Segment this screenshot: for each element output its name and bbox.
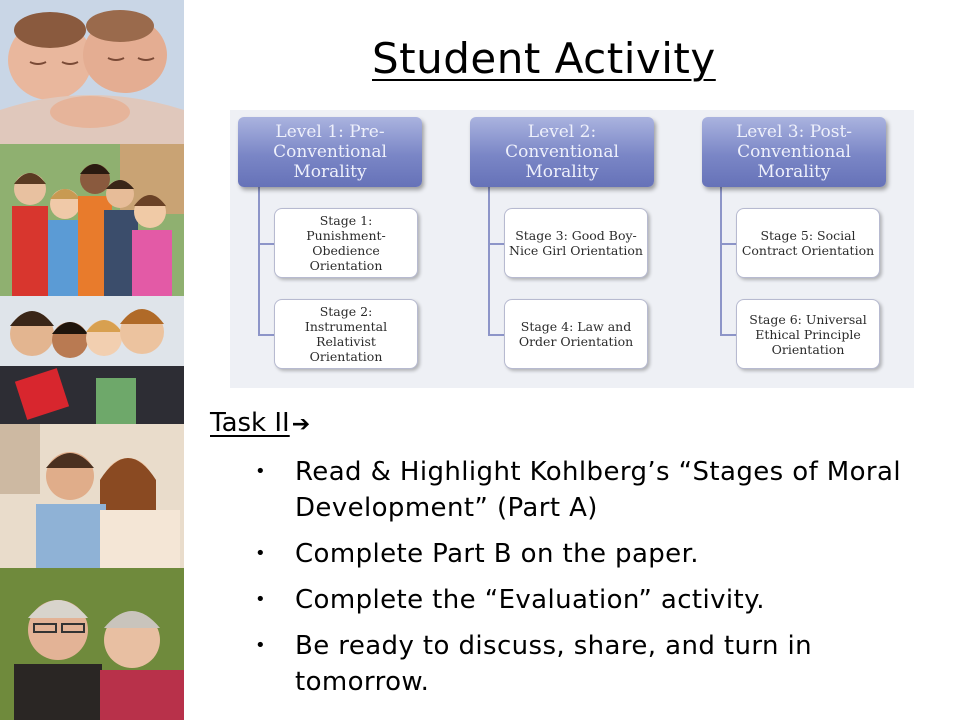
kohlberg-stages-diagram bbox=[230, 110, 914, 388]
teenagers-group-photo bbox=[0, 296, 184, 424]
photo-strip bbox=[0, 0, 184, 720]
stage-4-box: Stage 4: Law and Order Orientation bbox=[504, 299, 648, 369]
list-item bbox=[255, 536, 935, 572]
bullet-text: Read & Highlight Kohlberg’s “Stages of Moral Development” (Part A) bbox=[295, 457, 901, 523]
level-2-box: Level 2: Conventional Morality bbox=[470, 117, 654, 187]
connector-line bbox=[488, 243, 504, 245]
stage-5-box: Stage 5: Social Contract Orientation bbox=[736, 208, 880, 278]
right-arrow-icon: ➔ bbox=[291, 412, 311, 437]
stage-1-box: Stage 1: Punishment-Obedience Orientation bbox=[274, 208, 418, 278]
bullet-text: Be ready to discuss, share, and turn in tomorrow. bbox=[295, 631, 813, 697]
connector-line bbox=[258, 187, 260, 335]
list-item bbox=[255, 582, 935, 618]
bullet-icon: • bbox=[255, 589, 267, 610]
bullet-text: Complete the “Evaluation” activity. bbox=[295, 585, 765, 615]
list-item bbox=[255, 628, 935, 700]
bullet-icon: • bbox=[255, 461, 267, 482]
connector-line bbox=[488, 187, 490, 335]
list-item bbox=[255, 454, 935, 526]
task-label: Task II bbox=[210, 408, 290, 438]
connector-line bbox=[720, 243, 736, 245]
stage-2-box: Stage 2: Instrumental Relativist Orientation bbox=[274, 299, 418, 369]
stage-3-box: Stage 3: Good Boy-Nice Girl Orientation bbox=[504, 208, 648, 278]
elderly-couple-photo bbox=[0, 568, 184, 720]
connector-line bbox=[258, 243, 274, 245]
slide-title: Student Activity bbox=[372, 34, 716, 83]
bullet-icon: • bbox=[255, 543, 267, 564]
newborn-twins-photo bbox=[0, 0, 184, 144]
children-group-photo bbox=[0, 144, 184, 296]
bullet-text: Complete Part B on the paper. bbox=[295, 539, 699, 569]
adult-couple-photo bbox=[0, 424, 184, 568]
connector-line bbox=[258, 334, 274, 336]
task-bullet-list bbox=[255, 454, 935, 710]
connector-line bbox=[720, 187, 722, 335]
bullet-icon: • bbox=[255, 635, 267, 656]
stage-6-box: Stage 6: Universal Ethical Principle Orientation bbox=[736, 299, 880, 369]
level-3-box: Level 3: Post-Conventional Morality bbox=[702, 117, 886, 187]
task-heading bbox=[210, 408, 310, 438]
connector-line bbox=[488, 334, 504, 336]
connector-line bbox=[720, 334, 736, 336]
level-1-box: Level 1: Pre-Conventional Morality bbox=[238, 117, 422, 187]
